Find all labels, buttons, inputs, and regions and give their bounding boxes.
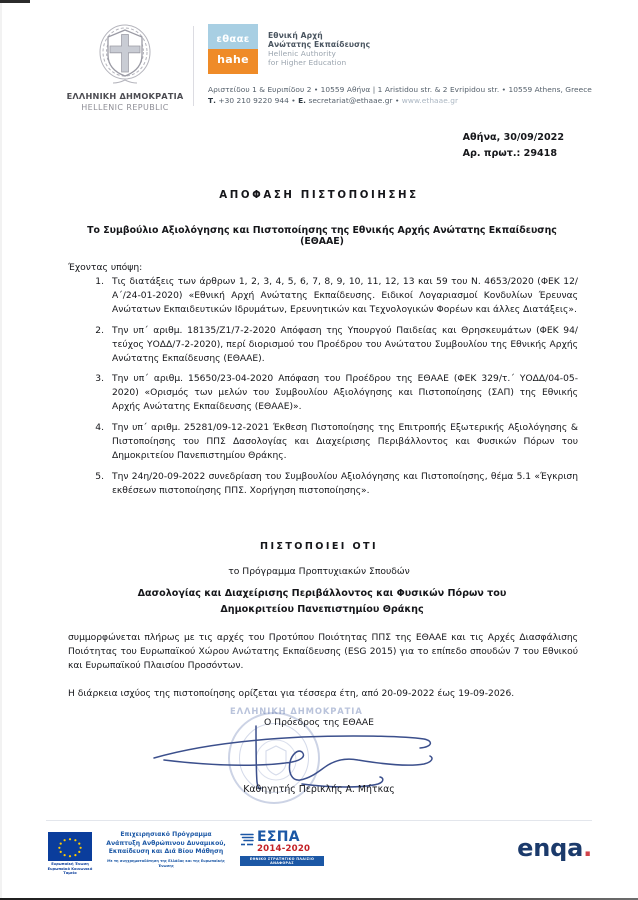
hellenic-republic-block	[62, 22, 188, 112]
issuing-body-subject: Το Συμβούλιο Αξιολόγησης και Πιστοποίησης της Εθνικής Αρχής Ανώτατης Εκπαίδευσης (ΕΘΑΑΕ)	[87, 225, 557, 247]
hahe-logo-top-text: εθααε	[216, 34, 250, 45]
phone-label: Τ.	[208, 96, 216, 106]
signer-name: Καθηγητής Περικλής Α. Μήτκας	[243, 784, 395, 795]
email-label: E.	[298, 96, 307, 106]
protocol-number: Αρ. πρωτ.: 29418	[462, 147, 558, 159]
hahe-branding	[208, 24, 370, 74]
contact-phone-email	[208, 95, 592, 106]
legal-clause-list	[84, 276, 578, 506]
scan-edge-top	[0, 0, 30, 3]
espa-logo	[240, 830, 326, 866]
website-link[interactable]: www.ethaae.gr	[401, 96, 459, 106]
espa-programme-line2: Ανάπτυξη Ανθρώπινου Δυναμικού,	[106, 839, 226, 847]
enqa-logo	[517, 836, 592, 860]
sep-1: •	[291, 96, 296, 106]
list-item: Την υπ΄ αριθμ. 25281/09-12-2021 Έκθεση Πιστοποίησης της Επιτροπής Εξωτερικής Αξιολόγησης & Πιστοποίησης του ΠΠΣ Δασολογίας και Διαχείρισης Περιβάλλοντος και Φυσικών Πόρων του Δημοκριτείου Πανεπιστημίου Θράκης.	[112, 423, 578, 461]
eu-flag-caption: Ευρωπαϊκή Ένωση Ευρωπαϊκό Κοινωνικό Ταμείο	[47, 862, 93, 876]
list-item: Την υπ΄ αριθμ. 15650/23-04-2020 Απόφαση του Προέδρου της ΕΘΑΑΕ (ΦΕΚ 329/τ.΄ ΥΟΔΔ/04-05-2020) «Ορισμός των μελών του Συμβουλίου Αξιολόγησης και Πιστοποίησης (ΣΑΠ) της Εθνικής Αρχής Ανώτατης Εκπαίδευσης (ΕΘΑΑΕ)».	[112, 374, 578, 413]
place-date: Αθήνα, 30/09/2022	[462, 132, 564, 143]
authority-name-gr-line1: Εθνική Αρχή	[268, 30, 323, 40]
programme-name: Δασολογίας και Διαχείρισης Περιβάλλοντος και Φυσικών Πόρων του Δημοκριτείου Πανεπιστημίου Θράκης	[137, 588, 507, 615]
espa-subtitle: ΕΘΝΙΚΟ ΣΤΡΑΤΗΓΙΚΟ ΠΛΑΙΣΙΟ ΑΝΑΦΟΡΑΣ	[240, 856, 324, 866]
eu-flag-icon	[48, 832, 92, 861]
document-header	[0, 22, 638, 114]
signer-title: Ο Πρόεδρος της ΕΘΑΑΕ	[264, 717, 374, 728]
espa-bars-icon	[240, 832, 255, 850]
phone-value: +30 210 9220 944	[218, 96, 289, 106]
signature-area	[0, 706, 638, 804]
authority-name-gr-line2: Ανώτατης Εκπαίδευσης	[268, 39, 371, 49]
espa-wordmark: ΕΣΠΑ	[257, 829, 300, 845]
stamp-text: ΕΛΛΗΝΙΚΗ ΔΗΜΟΚΡΑΤΙΑ	[230, 706, 363, 716]
list-item: Την 24η/20-09-2022 συνεδρίαση του Συμβουλίου Αξιολόγησης και Πιστοποίησης, θέμα 5.1 «Έγκριση εκθέσεων πιστοποίησης ΠΠΣ. Χορήγηση πιστοποίησης».	[112, 471, 578, 496]
espa-programme-line3: Εκπαίδευση και Διά Βίου Μάθηση	[108, 848, 224, 856]
enqa-wordmark: enqa	[517, 834, 584, 862]
header-contact-info	[208, 84, 592, 107]
validity-statement: Η διάρκεια ισχύος της πιστοποίησης ορίζεται για τέσσερα έτη, από 20-09-2022 έως 19-09-2026.	[68, 689, 515, 699]
contact-address: Αριστείδου 1 & Ευριπίδου 2 • 10559 Αθήνα | 1 Aristidou str. & 2 Evripidou str. • 10559 Athens, Greece	[208, 85, 592, 94]
list-item: Τις διατάξεις των άρθρων 1, 2, 3, 4, 5, 6, 7, 8, 9, 10, 11, 12, 13 και 59 του Ν. 4653/2020 (ΦΕΚ 12/Α΄/24-01-2020) «Εθνική Αρχή Ανώτατης Εκπαίδευσης. Ειδικοί Λογαριασμοί Κονδυλίων Έρευνας Ανώτατων Εκπαιδευτικών Ιδρυμάτων, Ερευνητικών και Τεχνολογικών Φορέων και άλλες Διατάξεις».	[112, 277, 578, 315]
espa-period: 2014-2020	[257, 844, 311, 854]
email-value[interactable]: secretariat@ethaae.gr	[308, 96, 393, 106]
having-regard-label: Έχοντας υπόψη:	[68, 262, 143, 273]
footer-divider	[46, 820, 592, 821]
enqa-dot: .	[583, 834, 592, 862]
date-protocol-block	[463, 130, 564, 161]
hahe-logo-icon	[208, 24, 258, 74]
conformity-statement: συμμορφώνεται πλήρως με τις αρχές του Προτύπου Ποιότητας ΠΠΣ της ΕΘΑΑΕ και τις Αρχές Διασφάλισης Ποιότητας του Ευρωπαϊκού Χώρου Ανώτατης Εκπαίδευσης (ESG 2015) για το επίπεδο σπουδών 7 του Εθνικού και Ευρωπαϊκού Πλαισίου Προσόντων.	[68, 633, 578, 672]
authority-name-en-line1: Hellenic Authority	[268, 49, 336, 59]
espa-programme-text	[102, 831, 230, 869]
sep-2: •	[394, 96, 400, 106]
hellenic-republic-en: HELLENIC REPUBLIC	[81, 102, 169, 112]
greek-coat-of-arms-icon	[95, 22, 155, 88]
document-title: ΑΠΟΦΑΣΗ ΠΙΣΤΟΠΟΙΗΣΗΣ	[219, 190, 419, 201]
authority-name-en-line2: for Higher Education	[268, 58, 347, 68]
espa-programme-line4: Με τη συγχρηματοδότηση της Ελλάδας και της Ευρωπαϊκής Ένωσης	[107, 859, 225, 869]
header-divider	[193, 26, 194, 106]
hellenic-republic-gr: ΕΛΛΗΝΙΚΗ ΔΗΜΟΚΡΑΤΙΑ	[66, 91, 184, 101]
hahe-logo-bottom-text: hahe	[217, 53, 249, 66]
list-item: Την υπ΄ αριθμ. 18135/Ζ1/7-2-2020 Απόφαση της Υπουργού Παιδείας και Θρησκευμάτων (ΦΕΚ 94/τεύχος ΥΟΔΔ/7-2-2020), περί διορισμού του Προέδρου του Ανώτατου Συμβουλίου της Εθνικής Αρχής Ανώτατης Εκπαίδευσης (ΕΘΑΑΕ).	[112, 325, 578, 364]
programme-prefix: το Πρόγραμμα Προπτυχιακών Σπουδών	[228, 566, 410, 577]
espa-programme-line1: Επιχειρησιακό Πρόγραμμα	[120, 831, 212, 838]
certifies-heading: ΠΙΣΤΟΠΟΙΕΙ ΟΤΙ	[260, 541, 378, 552]
